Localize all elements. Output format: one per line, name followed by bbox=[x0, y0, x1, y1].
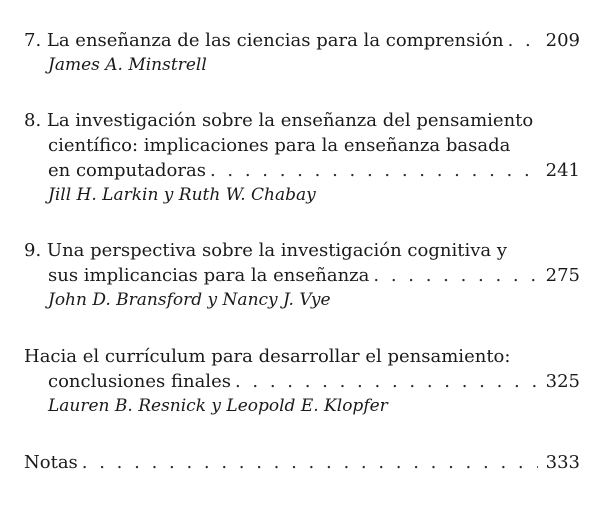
toc-entry-title: en computadoras bbox=[48, 160, 206, 181]
toc-entry-title: conclusiones finales bbox=[48, 371, 231, 392]
toc-entry-title-line bbox=[24, 28, 580, 53]
toc-entry-title: Notas bbox=[24, 452, 78, 473]
toc-entry-notes bbox=[24, 450, 580, 475]
toc-entry-author: Lauren B. Resnick y Leopold E. Klopfer bbox=[48, 396, 388, 416]
page-number: 275 bbox=[545, 265, 580, 286]
page-number: 209 bbox=[545, 30, 580, 51]
page-number: 241 bbox=[545, 160, 580, 181]
page-number: 333 bbox=[545, 452, 580, 473]
toc-entry-title: 7. La enseñanza de las ciencias para la comprensión bbox=[24, 30, 504, 51]
toc-entry-7 bbox=[24, 28, 580, 78]
toc-entry-author: Jill H. Larkin y Ruth W. Chabay bbox=[48, 185, 316, 205]
toc-entry-title-line bbox=[24, 158, 580, 183]
toc-entry-title-line: científico: implicaciones para la enseñanza basada bbox=[48, 135, 511, 156]
page-number: 325 bbox=[545, 371, 580, 392]
toc-entry-conclusions bbox=[24, 344, 580, 419]
toc-entry-8 bbox=[24, 108, 580, 208]
toc-entry-author: John D. Bransford y Nancy J. Vye bbox=[48, 290, 331, 310]
toc-entry-title-line: 8. La investigación sobre la enseñanza del pensamiento bbox=[24, 110, 534, 131]
toc-entry-title-line bbox=[24, 263, 580, 288]
dot-leader bbox=[508, 28, 538, 53]
toc-entry-title-line bbox=[24, 369, 580, 394]
toc-entry-title-line: Hacia el currículum para desarrollar el pensamiento: bbox=[24, 346, 511, 367]
toc-entry-9 bbox=[24, 238, 580, 313]
toc-entry-title-line: 9. Una perspectiva sobre la investigación cognitiva y bbox=[24, 240, 507, 261]
dot-leader bbox=[235, 369, 538, 394]
dot-leader bbox=[210, 158, 538, 183]
dot-leader bbox=[82, 450, 538, 475]
toc-entry-title: sus implicancias para la enseñanza bbox=[48, 265, 370, 286]
toc-entry-title-line bbox=[24, 450, 580, 475]
dot-leader bbox=[373, 263, 538, 288]
toc-entry-author: James A. Minstrell bbox=[48, 55, 207, 75]
